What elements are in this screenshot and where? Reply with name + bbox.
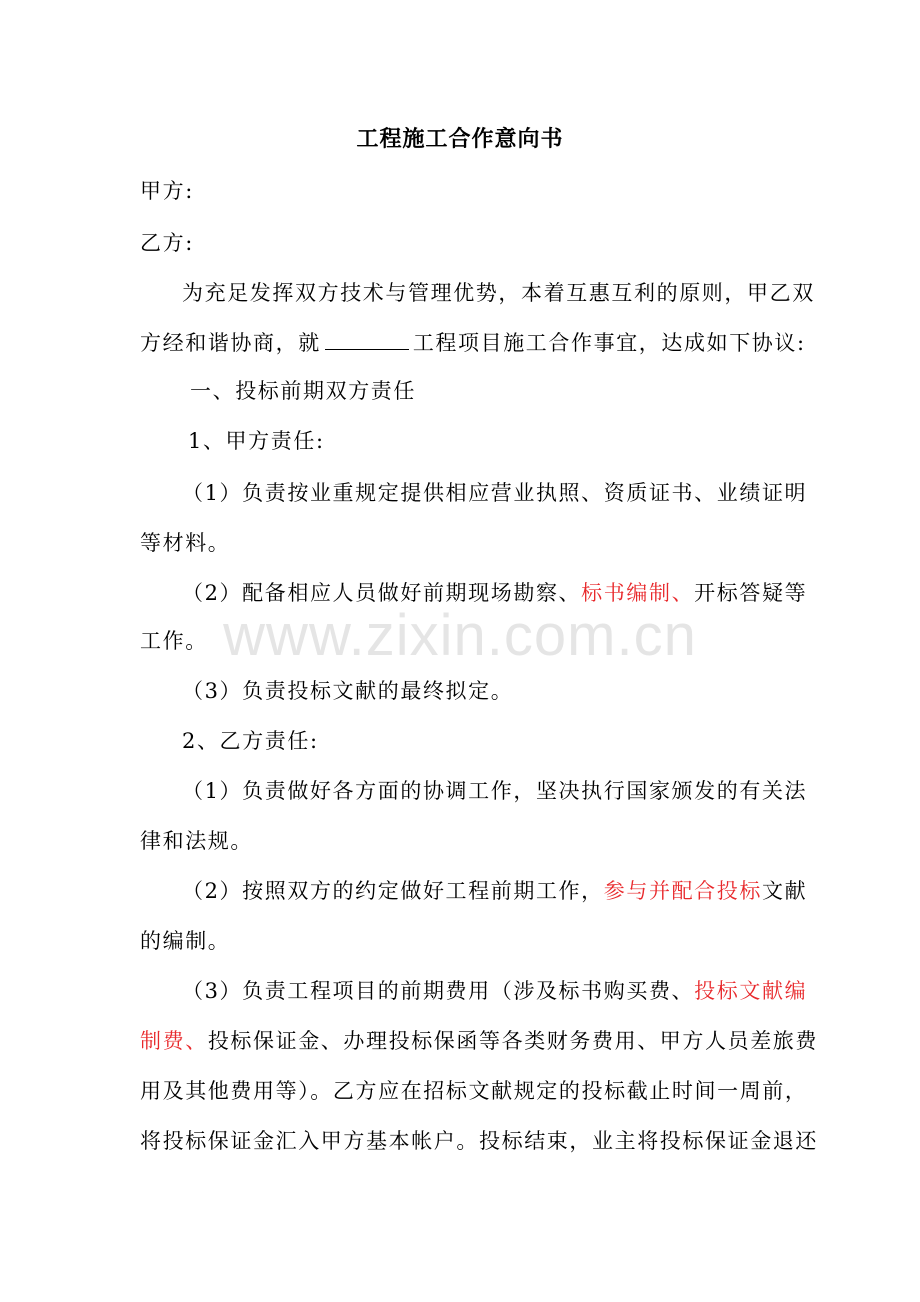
party-b-duty-3-line-4: 将投标保证金汇入甲方基本帐户。投标结束，业主将投标保证金退还 xyxy=(140,1129,818,1153)
section-heading-1: 一、投标前期双方责任 xyxy=(190,379,416,403)
party-b-duty-3-line-1 xyxy=(182,976,807,1006)
party-a-duty-1-line-2: 等材料。 xyxy=(140,531,231,555)
duty-text: 投标保证金、办理投标保函等各类财务费用、甲方人员差旅费 xyxy=(207,1029,819,1053)
party-b-duty-2-line-2: 的编制。 xyxy=(140,929,231,953)
party-a-duty-1-line-1: （1）负责按业重规定提供相应营业执照、资质证书、业绩证明 xyxy=(182,481,808,505)
document-title: 工程施工合作意向书 xyxy=(356,126,564,152)
intro-text-after-blank: 工程项目施工合作事宜，达成如下协议: xyxy=(412,331,806,355)
highlighted-text: 参与并配合投标 xyxy=(603,879,762,903)
party-a-duty-2-line-2: 工作。 xyxy=(140,629,208,653)
party-b-duty-1-line-2: 律和法规。 xyxy=(140,829,253,853)
party-a-duty-3-line-1: （3）负责投标文献的最终拟定。 xyxy=(182,679,514,703)
watermark-text: www.zixin.com.cn xyxy=(223,603,697,668)
duty-text: （2）配备相应人员做好前期现场勘察、 xyxy=(182,581,582,605)
duty-text: 开标答疑等 xyxy=(694,581,808,605)
party-b-duty-3-line-3: 用及其他费用等）。乙方应在招标文献规定的投标截止时间一周前， xyxy=(140,1079,808,1103)
intro-text-before-blank: 方经和谐协商，就 xyxy=(140,331,321,355)
party-a-label: 甲方: xyxy=(140,179,194,203)
intro-paragraph-line-1: 为充足发挥双方技术与管理优势，本着互惠互利的原则，甲乙双 xyxy=(182,281,815,305)
duty-text: （3）负责工程项目的前期费用（涉及标书购买费、 xyxy=(182,979,695,1003)
highlighted-text: 标书编制、 xyxy=(581,581,695,605)
highlighted-text: 投标文献编 xyxy=(694,979,808,1003)
duty-text: （2）按照双方的约定做好工程前期工作， xyxy=(182,879,604,903)
party-b-duty-2-line-1 xyxy=(182,876,807,906)
party-b-label: 乙方: xyxy=(140,231,194,255)
party-a-duties-heading: 1、甲方责任: xyxy=(188,429,325,453)
project-name-blank xyxy=(325,329,409,350)
intro-paragraph-line-2 xyxy=(140,328,806,358)
party-b-duties-heading: 2、乙方责任: xyxy=(182,729,319,753)
highlighted-text: 制费、 xyxy=(140,1029,208,1053)
duty-text: 文献 xyxy=(761,879,808,903)
party-b-duty-1-line-1: （1）负责做好各方面的协调工作，坚决执行国家颁发的有关法 xyxy=(182,779,808,803)
party-b-duty-3-line-2 xyxy=(140,1026,818,1056)
